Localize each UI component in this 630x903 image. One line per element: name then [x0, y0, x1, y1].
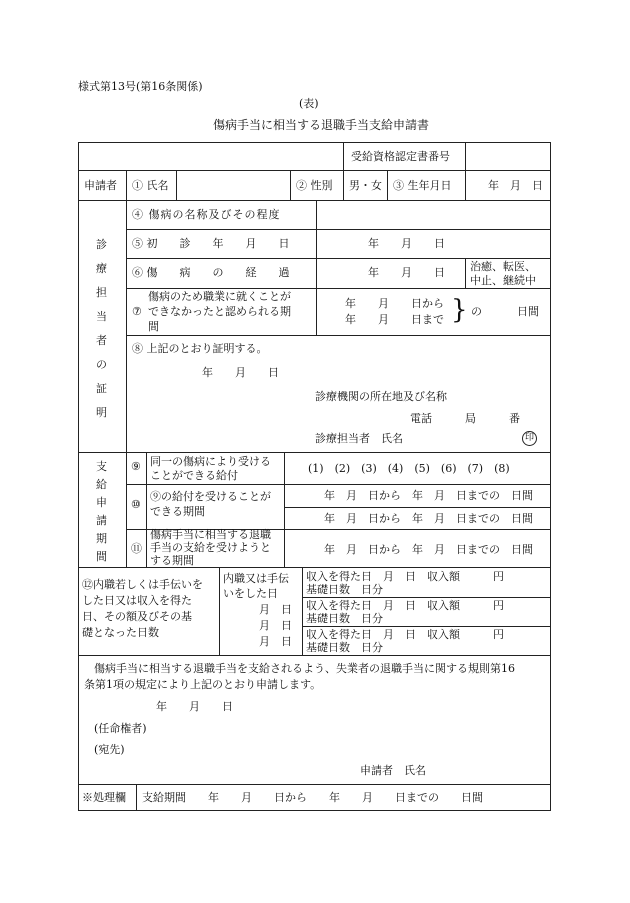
incapacity-period-label-2: できなかったと認められる期 [148, 305, 291, 318]
income-label-3: 日、その額及びその基 [82, 610, 192, 623]
benefit-label-1: 同一の傷病により受ける [150, 455, 271, 468]
income-entry-3-line-1[interactable]: 収入を得た日 月 日 収入額 円 [306, 628, 504, 641]
institution-label: 診療機関の所在地及び名称 [315, 390, 447, 403]
illness-progress-label: ⑥ 傷 病 の 経 過 [132, 266, 290, 279]
application-date[interactable]: 年 月 日 [156, 700, 233, 713]
side-job-date-2[interactable]: 月 日 [259, 619, 292, 632]
benefit-label-2: ことができる給付 [150, 469, 238, 482]
incapacity-period-num: ⑦ [132, 305, 142, 318]
page-title: 傷病手当に相当する退職手当支給申請書 [213, 118, 430, 132]
income-label-1: ⑫内職若しくは手伝いを [82, 578, 203, 591]
illness-status-line-2[interactable]: 中止、継続中 [470, 274, 536, 287]
income-entry-1-line-1[interactable]: 収入を得た日 月 日 収入額 円 [306, 570, 504, 583]
incapacity-period-label-3: 間 [148, 320, 159, 333]
addressee-label: (宛先) [94, 743, 125, 756]
request-period-label-3: する期間 [150, 554, 194, 567]
eligible-period-range-2[interactable]: 年 月 日から 年 月 日までの 日間 [324, 512, 533, 525]
illness-status-line-1[interactable]: 治癒、転医、 [470, 260, 536, 273]
application-statement-1: 傷病手当に相当する退職手当を支給されるよう、失業者の退職手当に関する規則第16 [94, 662, 515, 675]
certification-statement: ⑧ 上記のとおり証明する。 [132, 342, 268, 355]
side-job-label-2: いをした日 [223, 587, 278, 600]
income-label-4: 礎となった日数 [82, 626, 159, 639]
first-visit-label: ⑤ 初 診 年 月 日 [132, 237, 290, 250]
doctor-name-label: 診療担当者 氏名 [315, 432, 403, 445]
incapacity-from[interactable]: 年 月 日から [345, 297, 444, 310]
brace-icon: } [451, 295, 468, 325]
sex-label: ② 性別 [296, 179, 333, 192]
name-label: ① 氏名 [132, 179, 169, 192]
first-visit-date[interactable]: 年 月 日 [368, 237, 445, 250]
birth-label: ③ 生年月日 [393, 179, 452, 192]
benefit-num: ⑨ [131, 460, 141, 473]
side-job-label-1: 内職又は手伝 [223, 572, 289, 585]
eligible-period-label-1: ⑨の給付を受けることが [150, 490, 271, 503]
phone-label: 電話 局 番 [410, 412, 520, 425]
request-period-num: ⑪ [131, 542, 142, 555]
processing-content[interactable]: 支給期間 年 月 日から 年 月 日までの 日間 [142, 791, 483, 804]
request-period-label-1: 傷病手当に相当する退職 [150, 528, 271, 541]
incapacity-to[interactable]: 年 月 日まで [345, 313, 444, 326]
applicant-name-label: 申請者 氏名 [360, 764, 426, 777]
cert-number-label: 受給資格認定書番号 [351, 150, 450, 163]
name-field[interactable] [180, 174, 286, 196]
income-entry-1-line-2[interactable]: 基礎日数 日分 [306, 583, 383, 596]
eligible-period-range-1[interactable]: 年 月 日から 年 月 日までの 日間 [324, 489, 533, 502]
side-job-date-3[interactable]: 月 日 [259, 635, 292, 648]
certification-date[interactable]: 年 月 日 [202, 366, 279, 379]
processing-label: ※処理欄 [82, 791, 126, 804]
incapacity-days[interactable]: 日間 [517, 305, 539, 318]
eligible-period-num: ⑩ [131, 498, 141, 511]
sex-value[interactable]: 男・女 [349, 179, 382, 192]
side-label: (表) [299, 97, 319, 110]
form-number: 様式第13号(第16条関係) [78, 80, 203, 93]
birth-value[interactable]: 年 月 日 [488, 179, 543, 192]
eligible-period-label-2: できる期間 [150, 505, 205, 518]
incapacity-period-label-1: 傷病のため職業に就くことが [148, 290, 291, 303]
illness-progress-date[interactable]: 年 月 日 [368, 266, 445, 279]
application-statement-2: 条第1項の規定により上記のとおり申請します。 [84, 678, 322, 691]
side-job-date-1[interactable]: 月 日 [259, 603, 292, 616]
seal-icon: 印 [522, 431, 537, 446]
income-entry-2-line-1[interactable]: 収入を得た日 月 日 収入額 円 [306, 599, 504, 612]
illness-name-label: ④ 傷病の名称及びその程度 [132, 208, 281, 221]
income-entry-2-line-2[interactable]: 基礎日数 日分 [306, 612, 383, 625]
appointer-label: (任命権者) [94, 722, 147, 735]
request-period-label-2: 手当の支給を受けようと [150, 541, 271, 554]
income-entry-3-line-2[interactable]: 基礎日数 日分 [306, 641, 383, 654]
incapacity-no: の [471, 305, 482, 318]
request-period-range[interactable]: 年 月 日から 年 月 日までの 日間 [324, 543, 533, 556]
income-label-2: した日又は収入を得た [82, 594, 192, 607]
applicant-label: 申請者 [84, 179, 117, 192]
benefit-options[interactable]: (1) (2) (3) (4) (5) (6) (7) (8) [308, 462, 510, 475]
